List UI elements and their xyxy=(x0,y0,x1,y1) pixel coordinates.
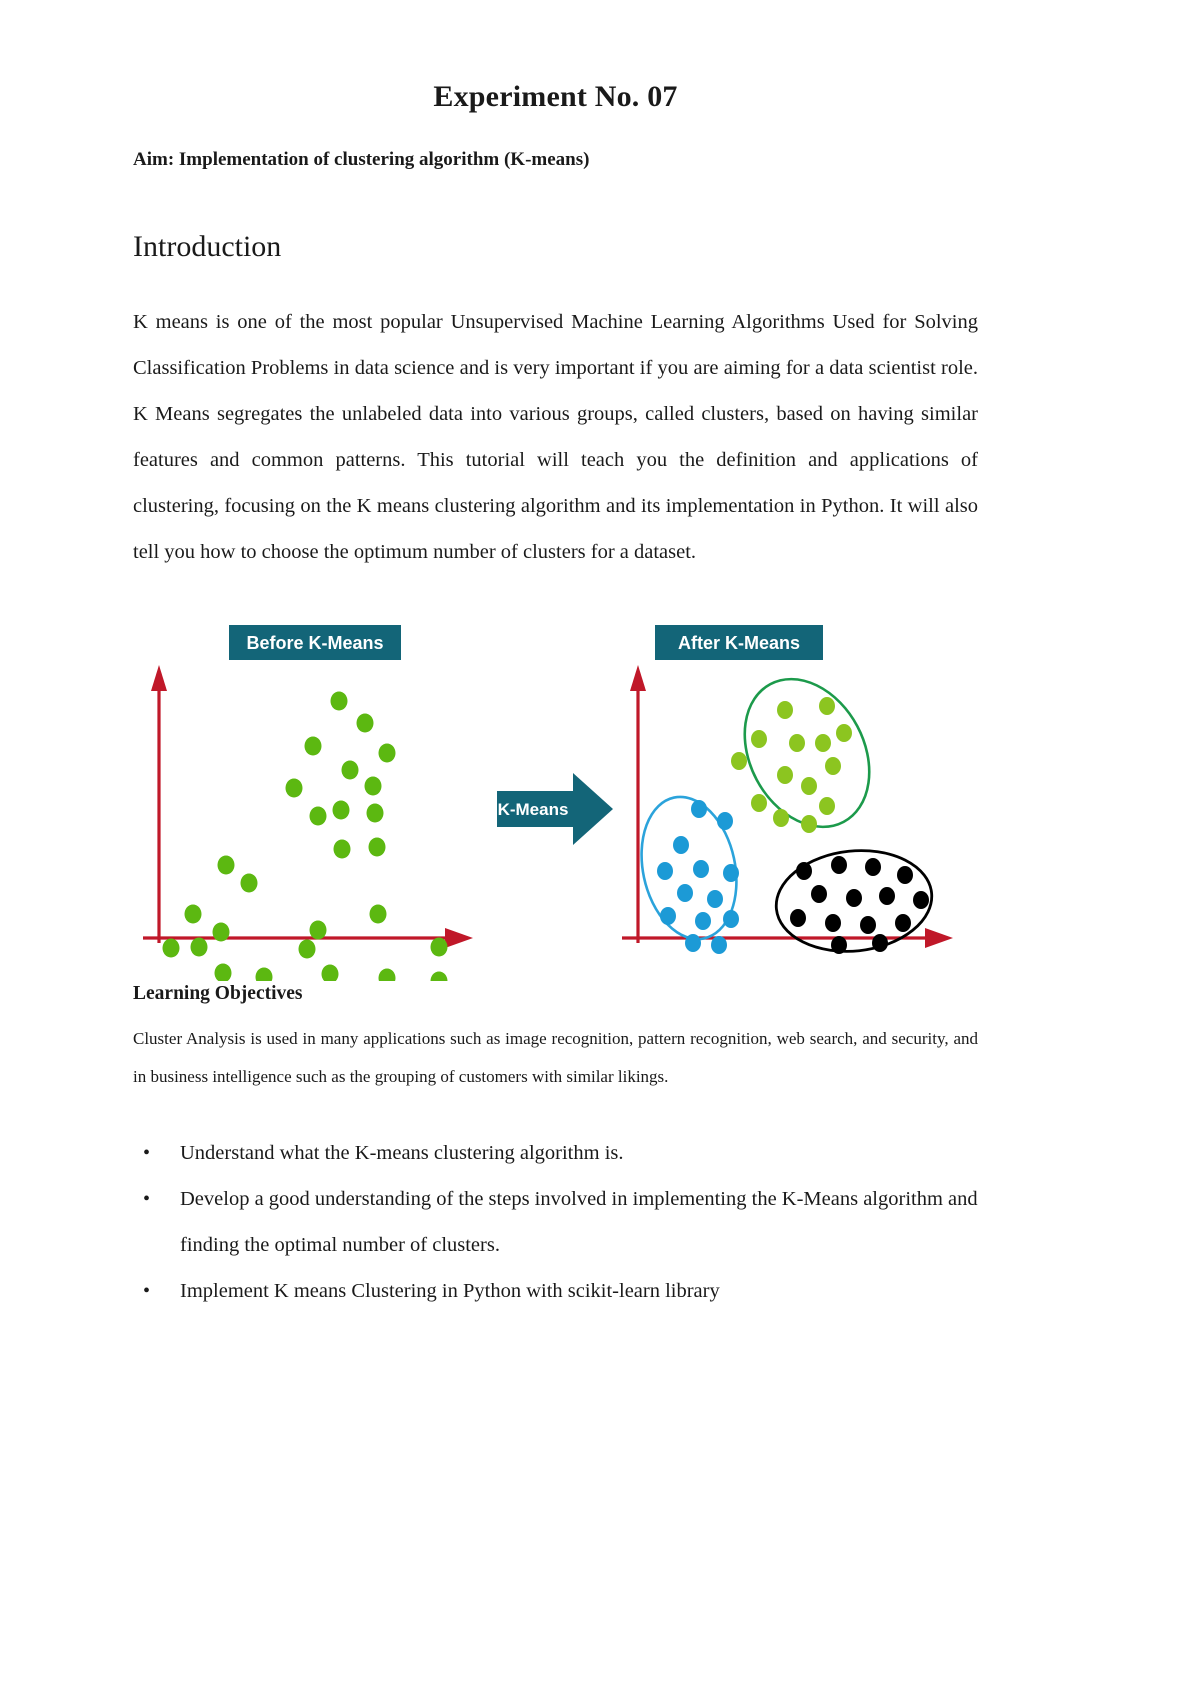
list-item-text: Implement K means Clustering in Python with scikit-learn library xyxy=(180,1280,720,1303)
cluster-black xyxy=(771,843,937,959)
list-item xyxy=(133,1268,978,1314)
cluster-green xyxy=(720,657,894,848)
after-kmeans-badge xyxy=(655,625,823,660)
bullet-marker-icon: • xyxy=(143,1142,151,1165)
list-item-text: Understand what the K-means clustering algorithm is. xyxy=(180,1142,624,1165)
learning-objectives-heading: Learning Objectives xyxy=(133,982,303,1004)
intro-paragraph: K means is one of the most popular Unsupervised Machine Learning Algorithms Used for Solving Classification Problems in data science and is very important if you are aiming for a data scientist role. K Means segregates the unlabeled data into various groups, called clusters, based on having similar features and common patterns. This tutorial will teach you the definition and applications of clustering, focusing on the K means clustering algorithm and its implementation in Python. It will also tell you how to choose the optimum number of clusters for a dataset. xyxy=(133,310,978,563)
before-kmeans-badge xyxy=(229,625,401,660)
list-item xyxy=(133,1176,978,1268)
kmeans-figure xyxy=(133,613,978,981)
cluster-blue xyxy=(629,788,749,954)
bullet-marker-icon: • xyxy=(143,1280,151,1303)
list-item-text: Develop a good understanding of the steps involved in implementing the K-Means algorithm and finding the optimal number of clusters. xyxy=(180,1188,978,1257)
kmeans-arrow-label: K-Means xyxy=(497,799,569,819)
aim-line: Aim: Implementation of clustering algorithm (K-means) xyxy=(133,149,590,170)
objectives-bullet-list xyxy=(133,1096,978,1314)
blue-cluster-points xyxy=(657,800,739,954)
section-heading-introduction: Introduction xyxy=(133,229,282,263)
learning-objectives-paragraph: Cluster Analysis is used in many applications such as image recognition, pattern recognition, web search, and security, and in business intelligence such as the grouping of customers with similar likings. xyxy=(133,1029,978,1087)
bullet-marker-icon: • xyxy=(143,1188,151,1211)
before-kmeans-badge-label: Before K-Means xyxy=(246,632,384,653)
list-item xyxy=(133,1130,978,1176)
kmeans-diagram-svg xyxy=(133,613,978,981)
after-kmeans-badge-label: After K-Means xyxy=(677,632,801,653)
kmeans-transform-arrow xyxy=(497,773,613,845)
page-title: Experiment No. 07 xyxy=(433,80,678,113)
document-content xyxy=(133,0,978,1314)
